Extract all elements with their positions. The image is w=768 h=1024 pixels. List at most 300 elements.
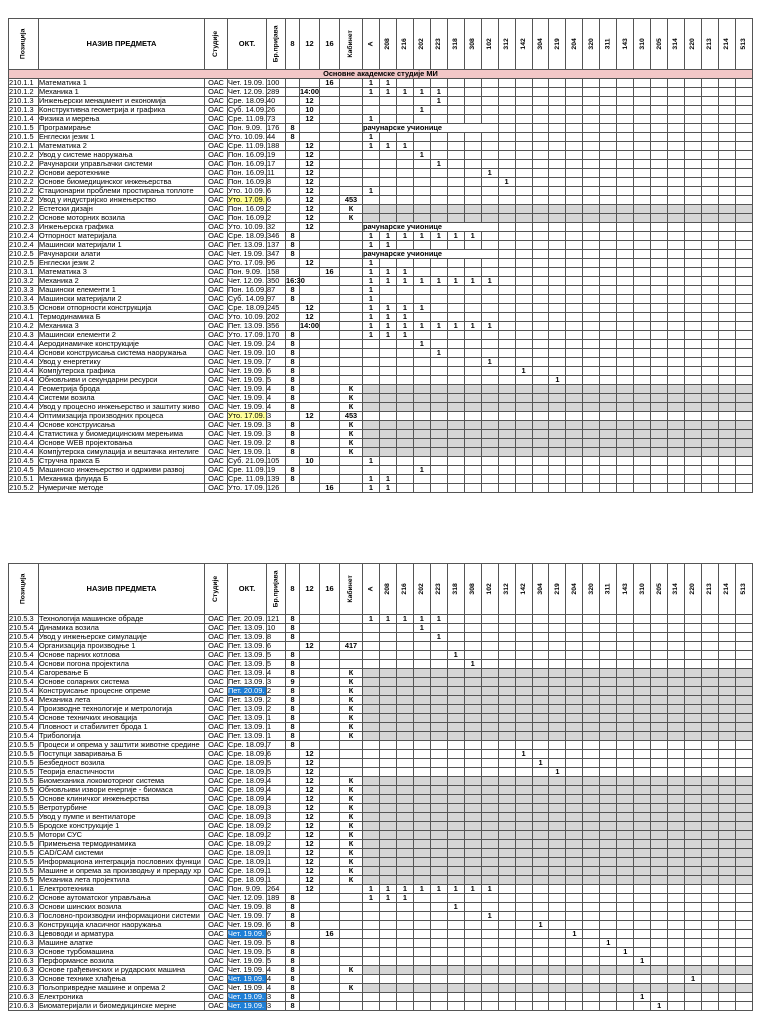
- room-cell: [532, 286, 549, 295]
- room-cell: [719, 331, 736, 340]
- room-cell: [651, 304, 668, 313]
- room-cell: [668, 214, 685, 223]
- room-cell: [498, 903, 515, 912]
- studies-cell: ОАС: [205, 466, 228, 475]
- room-cell: [583, 651, 600, 660]
- room-cell: [735, 322, 752, 331]
- room-cell: [498, 822, 515, 831]
- room-cell: [396, 439, 413, 448]
- room-cell: [685, 660, 702, 669]
- slot-16-cell: [320, 367, 340, 376]
- room-cell: [532, 367, 549, 376]
- room-cell: [413, 642, 430, 651]
- room-cell: [634, 421, 651, 430]
- room-cell: [583, 732, 600, 741]
- room-cell: [532, 768, 549, 777]
- header-room-label: 205: [655, 583, 663, 595]
- room-cell: [566, 412, 583, 421]
- room-cell: [396, 939, 413, 948]
- cabinet-cell: К: [340, 840, 363, 849]
- room-cell: [702, 142, 719, 151]
- room-cell: [515, 349, 532, 358]
- room-cell: [600, 786, 617, 795]
- position-cell: 210.5.5: [9, 867, 39, 876]
- room-cell: [515, 831, 532, 840]
- slot-8-cell: 8: [286, 912, 300, 921]
- room-cell: [600, 705, 617, 714]
- table-row: [9, 277, 753, 286]
- room-cell: [634, 777, 651, 786]
- room-cell: [498, 142, 515, 151]
- room-cell: [549, 975, 566, 984]
- room-cell: [719, 439, 736, 448]
- room-cell: [498, 151, 515, 160]
- position-cell: 210.2.2: [9, 205, 39, 214]
- count-cell: 6: [267, 642, 286, 651]
- table-row: [9, 79, 753, 88]
- room-cell: [447, 777, 464, 786]
- room-cell: [515, 723, 532, 732]
- room-cell: [702, 948, 719, 957]
- slot-12-cell: [300, 124, 320, 133]
- room-cell: [668, 331, 685, 340]
- cabinet-cell: К: [340, 804, 363, 813]
- slot-8-cell: [286, 214, 300, 223]
- date-cell: Пет. 13.09.: [228, 678, 267, 687]
- slot-16-cell: [320, 421, 340, 430]
- subject-cell: Основи конструисања система наоружања: [39, 349, 205, 358]
- room-cell: [566, 678, 583, 687]
- room-cell: [447, 115, 464, 124]
- room-cell: [532, 813, 549, 822]
- room-cell: [498, 966, 515, 975]
- table-row: [9, 687, 753, 696]
- room-cell: [566, 160, 583, 169]
- room-cell: [600, 831, 617, 840]
- subject-cell: Основе моторних возила: [39, 214, 205, 223]
- room-cell: [464, 687, 481, 696]
- room-cell: [498, 669, 515, 678]
- room-cell: [396, 804, 413, 813]
- header-room-wrap: [685, 565, 701, 613]
- room-mark-cell: 1: [363, 331, 380, 340]
- count-cell: 1: [267, 723, 286, 732]
- subject-cell: Динамика возила: [39, 624, 205, 633]
- subject-cell: Машине алатке: [39, 939, 205, 948]
- room-cell: [532, 669, 549, 678]
- room-cell: [600, 466, 617, 475]
- room-cell: [430, 714, 447, 723]
- position-cell: 210.6.3: [9, 903, 39, 912]
- room-cell: [668, 714, 685, 723]
- slot-8-cell: 8: [286, 340, 300, 349]
- cabinet-cell: [340, 466, 363, 475]
- room-cell: [651, 957, 668, 966]
- room-cell: [634, 741, 651, 750]
- count-cell: 105: [267, 457, 286, 466]
- room-mark-cell: 1: [363, 322, 380, 331]
- cabinet-cell: [340, 295, 363, 304]
- count-cell: 3: [267, 1002, 286, 1011]
- room-cell: [481, 196, 498, 205]
- count-cell: 3: [267, 430, 286, 439]
- count-cell: 3: [267, 412, 286, 421]
- room-mark-cell: 1: [481, 885, 498, 894]
- room-cell: [617, 286, 634, 295]
- slot-12-cell: [300, 714, 320, 723]
- room-cell: [668, 696, 685, 705]
- room-cell: [481, 412, 498, 421]
- room-cell: [532, 268, 549, 277]
- date-cell: Сре. 18.09.: [228, 303, 267, 313]
- studies-cell: ОАС: [205, 277, 228, 286]
- room-cell: [719, 79, 736, 88]
- header-room: [363, 564, 380, 615]
- room-cell: [719, 349, 736, 358]
- header-8: 8: [286, 19, 300, 70]
- room-cell: [396, 660, 413, 669]
- slot-16-cell: [320, 1002, 340, 1011]
- room-cell: [685, 214, 702, 223]
- header-count-label: Бр.пријава: [272, 25, 280, 63]
- room-cell: [719, 394, 736, 403]
- slot-12-cell: 12: [300, 759, 320, 768]
- room-cell: [702, 151, 719, 160]
- slot-12-cell: [300, 1002, 320, 1011]
- room-cell: [617, 412, 634, 421]
- room-cell: [447, 831, 464, 840]
- room-cell: [549, 984, 566, 993]
- room-cell: [685, 894, 702, 903]
- room-cell: [566, 723, 583, 732]
- room-cell: [532, 696, 549, 705]
- room-cell: [583, 948, 600, 957]
- room-cell: [379, 831, 396, 840]
- slot-8-cell: 8: [286, 975, 300, 984]
- room-cell: [583, 840, 600, 849]
- room-cell: [600, 840, 617, 849]
- room-cell: [515, 642, 532, 651]
- slot-8-cell: 8: [286, 430, 300, 439]
- slot-12-cell: 12: [300, 768, 320, 777]
- room-cell: [566, 813, 583, 822]
- room-cell: [617, 633, 634, 642]
- room-cell: [549, 268, 566, 277]
- room-mark-cell: 1: [363, 295, 380, 304]
- count-cell: 4: [267, 795, 286, 804]
- room-cell: [413, 421, 430, 430]
- room-cell: [464, 804, 481, 813]
- room-cell: [515, 876, 532, 885]
- room-cell: [651, 723, 668, 732]
- room-cell: [498, 678, 515, 687]
- room-cell: [735, 831, 752, 840]
- room-cell: [447, 993, 464, 1002]
- room-cell: [379, 286, 396, 295]
- room-cell: [532, 187, 549, 196]
- room-cell: [634, 205, 651, 214]
- slot-12-cell: [300, 660, 320, 669]
- room-cell: [379, 705, 396, 714]
- room-cell: [617, 187, 634, 196]
- room-cell: [363, 385, 380, 394]
- room-cell: [464, 741, 481, 750]
- room-cell: [583, 223, 600, 232]
- room-cell: [735, 259, 752, 268]
- header-room-wrap: [363, 565, 379, 613]
- room-cell: [363, 840, 380, 849]
- header-room: [719, 19, 736, 70]
- count-cell: 121: [267, 615, 286, 624]
- studies-cell: ОАС: [205, 133, 228, 142]
- room-cell: [379, 169, 396, 178]
- header-room-label: 311: [604, 583, 612, 595]
- header-room-label: 220: [689, 583, 697, 595]
- room-cell: [566, 633, 583, 642]
- slot-16-cell: [320, 331, 340, 340]
- room-cell: [668, 349, 685, 358]
- room-mark-cell: 1: [396, 322, 413, 331]
- room-cell: [396, 831, 413, 840]
- room-cell: [668, 439, 685, 448]
- room-cell: [481, 867, 498, 876]
- room-mark-cell: 1: [447, 232, 464, 241]
- room-cell: [668, 921, 685, 930]
- room-cell: [600, 232, 617, 241]
- room-cell: [464, 259, 481, 268]
- room-cell: [583, 768, 600, 777]
- room-cell: [549, 457, 566, 466]
- room-cell: [515, 786, 532, 795]
- room-cell: [481, 615, 498, 624]
- slot-12-cell: 14:00: [300, 321, 319, 331]
- date-cell: Чет. 19.09.: [228, 250, 267, 259]
- room-cell: [430, 741, 447, 750]
- header-room-wrap: [414, 565, 430, 613]
- room-cell: [363, 205, 380, 214]
- room-cell: [617, 169, 634, 178]
- room-mark-cell: 1: [363, 142, 380, 151]
- room-cell: [617, 484, 634, 493]
- date-cell: Пон. 16.09.: [228, 204, 267, 214]
- slot-16-cell: [320, 795, 340, 804]
- room-cell: [413, 169, 430, 178]
- room-cell: [702, 313, 719, 322]
- room-cell: [719, 412, 736, 421]
- room-cell: [532, 115, 549, 124]
- room-cell: [430, 948, 447, 957]
- date-cell: Чет. 19.09.: [228, 957, 267, 966]
- room-cell: [481, 705, 498, 714]
- room-cell: [532, 241, 549, 250]
- room-cell: [600, 340, 617, 349]
- date-cell: Пет. 20.09.: [228, 615, 267, 624]
- room-cell: [498, 250, 515, 259]
- room-cell: [363, 349, 380, 358]
- room-cell: [719, 903, 736, 912]
- room-cell: [413, 723, 430, 732]
- room-cell: [702, 975, 719, 984]
- room-cell: [413, 385, 430, 394]
- room-cell: [532, 615, 549, 624]
- date-cell: Чет. 19.09.: [228, 439, 267, 448]
- room-cell: [413, 993, 430, 1002]
- room-cell: [430, 705, 447, 714]
- room-cell: [651, 831, 668, 840]
- room-cell: [617, 367, 634, 376]
- subject-cell: Нумеричке методе: [39, 484, 205, 493]
- room-cell: [549, 633, 566, 642]
- studies-cell: ОАС: [205, 975, 228, 984]
- room-cell: [447, 957, 464, 966]
- room-cell: [363, 966, 380, 975]
- count-cell: 176: [267, 124, 286, 133]
- room-cell: [396, 421, 413, 430]
- room-cell: [396, 696, 413, 705]
- header-studies-wrap: [205, 565, 227, 613]
- table-row: [9, 876, 753, 885]
- room-cell: [464, 349, 481, 358]
- room-cell: [719, 1002, 736, 1011]
- cabinet-cell: К: [340, 723, 363, 732]
- studies-cell: ОАС: [205, 633, 228, 642]
- table-row: [9, 250, 753, 259]
- room-cell: [651, 241, 668, 250]
- studies-cell: ОАС: [205, 822, 228, 831]
- room-cell: [549, 151, 566, 160]
- room-cell: [396, 349, 413, 358]
- room-cell: [600, 79, 617, 88]
- room-cell: [396, 786, 413, 795]
- room-cell: [464, 921, 481, 930]
- room-cell: [702, 133, 719, 142]
- room-cell: [735, 1002, 752, 1011]
- room-cell: [430, 178, 447, 187]
- room-cell: [685, 750, 702, 759]
- room-cell: [617, 466, 634, 475]
- room-cell: [702, 106, 719, 115]
- room-mark-cell: 1: [481, 169, 498, 178]
- room-cell: [651, 804, 668, 813]
- room-cell: [549, 723, 566, 732]
- room-cell: [702, 430, 719, 439]
- room-cell: [363, 660, 380, 669]
- room-cell: [363, 430, 380, 439]
- slot-8-cell: 8: [286, 394, 300, 403]
- room-cell: [583, 466, 600, 475]
- room-cell: [719, 741, 736, 750]
- room-cell: [583, 241, 600, 250]
- room-cell: [685, 786, 702, 795]
- slot-12-cell: 10: [300, 106, 320, 115]
- room-mark-cell: 1: [515, 750, 532, 759]
- cabinet-cell: 453: [340, 196, 363, 205]
- room-cell: [583, 849, 600, 858]
- room-cell: [363, 858, 380, 867]
- room-cell: [685, 930, 702, 939]
- header-room-wrap: [465, 20, 481, 68]
- room-cell: [685, 669, 702, 678]
- slot-8-cell: 8: [286, 714, 300, 723]
- room-cell: [685, 741, 702, 750]
- room-cell: [447, 966, 464, 975]
- header-position-label: Позиција: [19, 573, 27, 605]
- room-cell: [583, 376, 600, 385]
- room-cell: [379, 421, 396, 430]
- room-cell: [668, 813, 685, 822]
- room-cell: [719, 277, 736, 286]
- room-cell: [719, 106, 736, 115]
- room-cell: [549, 178, 566, 187]
- room-cell: [515, 1002, 532, 1011]
- room-cell: [379, 678, 396, 687]
- slot-12-cell: [300, 439, 320, 448]
- cabinet-cell: 453: [340, 412, 363, 421]
- room-cell: [600, 768, 617, 777]
- cabinet-cell: К: [340, 732, 363, 741]
- slot-8-cell: 8: [286, 993, 300, 1002]
- room-cell: [498, 466, 515, 475]
- room-cell: [430, 457, 447, 466]
- room-cell: [735, 331, 752, 340]
- room-cell: [702, 984, 719, 993]
- slot-16-cell: [320, 876, 340, 885]
- subject-cell: Пловност и стабилитет брода 1: [39, 723, 205, 732]
- room-cell: [719, 268, 736, 277]
- cabinet-cell: [340, 615, 363, 624]
- room-cell: [668, 651, 685, 660]
- cabinet-cell: К: [340, 777, 363, 786]
- room-cell: [464, 160, 481, 169]
- room-cell: [600, 696, 617, 705]
- cabinet-cell: [340, 241, 363, 250]
- header-room: [464, 19, 481, 70]
- studies-cell: ОАС: [205, 367, 228, 376]
- room-cell: [685, 876, 702, 885]
- room-cell: [583, 1002, 600, 1011]
- room-cell: [617, 669, 634, 678]
- subject-cell: Увод у пумпе и вентилаторе: [39, 813, 205, 822]
- slot-16-cell: [320, 133, 340, 142]
- table-row: [9, 259, 753, 268]
- room-cell: [634, 79, 651, 88]
- room-cell: [413, 813, 430, 822]
- room-mark-cell: 1: [464, 660, 481, 669]
- room-cell: [651, 885, 668, 894]
- room-cell: [668, 160, 685, 169]
- header-room-label: 213: [706, 38, 714, 50]
- room-cell: [396, 669, 413, 678]
- room-cell: [379, 660, 396, 669]
- studies-cell: ОАС: [205, 687, 228, 696]
- slot-12-cell: [300, 331, 320, 340]
- header-room-wrap: [685, 20, 701, 68]
- slot-8-cell: [286, 259, 300, 268]
- room-cell: [498, 97, 515, 106]
- room-cell: [702, 88, 719, 97]
- slot-16-cell: [320, 430, 340, 439]
- count-cell: 2: [267, 705, 286, 714]
- room-cell: [532, 831, 549, 840]
- room-mark-cell: 1: [447, 903, 464, 912]
- room-cell: [532, 714, 549, 723]
- room-cell: [583, 759, 600, 768]
- room-cell: [498, 430, 515, 439]
- slot-8-cell: [286, 106, 300, 115]
- room-cell: [515, 705, 532, 714]
- position-cell: 210.1.1: [9, 79, 39, 88]
- room-cell: [719, 358, 736, 367]
